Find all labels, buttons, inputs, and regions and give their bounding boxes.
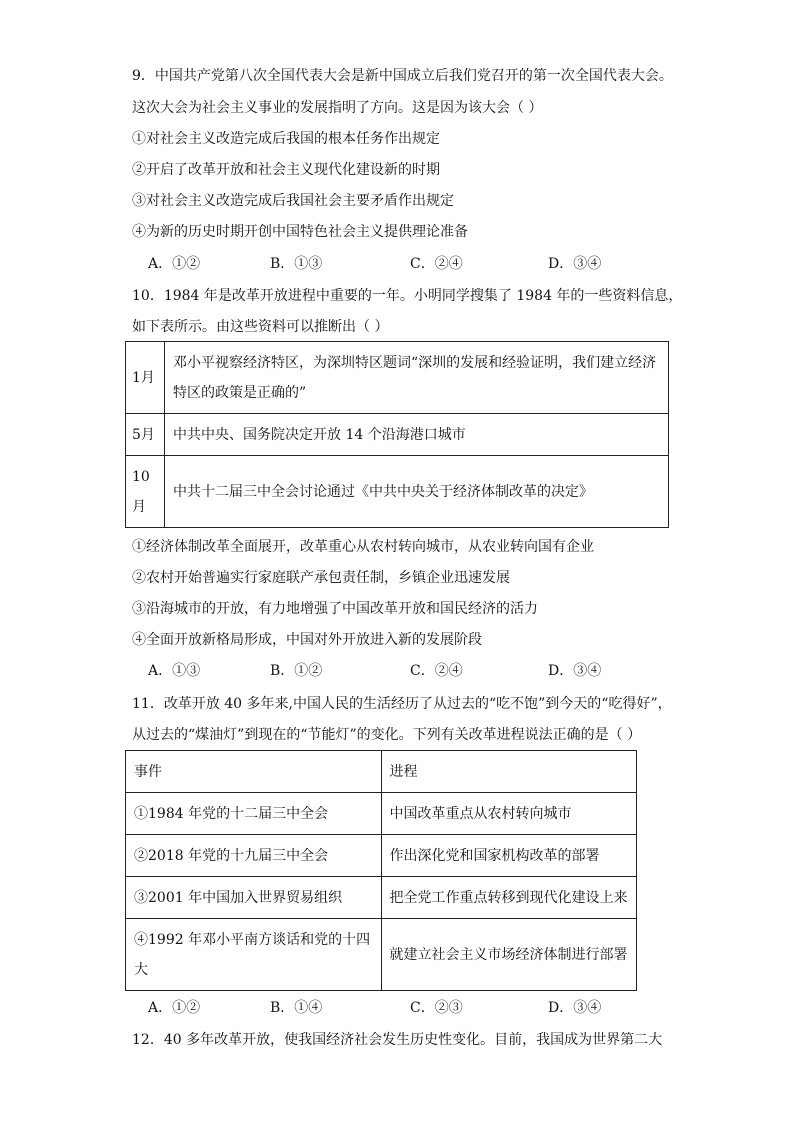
progress-cell: 作出深化党和国家机构改革的部署 [381, 835, 637, 877]
event-text: 邓小平视察经济特区，为深圳特区题词“深圳的发展和经验证明，我们建立经济 [173, 354, 657, 371]
event-text: ④1992 年邓小平南方谈话和党的十四 [134, 931, 371, 948]
month-text: 月 [132, 498, 146, 515]
event-cell: ③2001 年中国加入世界贸易组织 [126, 877, 382, 919]
q10-option-a[interactable]: A．①③ [148, 663, 201, 679]
q9-option-b[interactable]: B．①③ [270, 256, 323, 272]
q9-option-a[interactable]: A．①② [148, 256, 201, 272]
q11-table [125, 750, 637, 991]
table-row [126, 793, 637, 835]
q9-item-2: ②开启了改革开放和社会主义现代化建设新的时期 [132, 162, 440, 178]
q11-option-b[interactable]: B．①④ [270, 1000, 323, 1016]
q11-options [148, 998, 668, 1018]
q11-option-a[interactable]: A．①② [148, 1000, 201, 1016]
month-text: 10 [132, 468, 150, 485]
table-row [126, 414, 669, 456]
progress-cell: 中国改革重点从农村转向城市 [381, 793, 637, 835]
event-cell [165, 342, 669, 414]
q9-option-c[interactable]: C．②④ [410, 256, 463, 272]
table-header-row [126, 751, 637, 793]
q10-item-4: ④全面开放新格局形成，中国对外开放进入新的发展阶段 [132, 632, 482, 648]
q11-stem-line1: 11．改革开放 40 多年来,中国人民的生活经历了从过去的“吃不饱”到今天的“吃得好”， [132, 696, 672, 712]
q9-stem-line2: 这次大会为社会主义事业的发展指明了方向。这是因为该大会（ ） [132, 100, 543, 116]
event-text: 特区的政策是正确的” [173, 384, 307, 401]
q10-option-b[interactable]: B．①② [270, 663, 323, 679]
q10-table [125, 341, 669, 528]
q9-option-d[interactable]: D．③④ [548, 256, 602, 272]
event-cell [126, 919, 382, 991]
event-cell: 中共十二届三中全会讨论通过《中共中央关于经济体制改革的决定》 [165, 456, 669, 528]
table-row [126, 342, 669, 414]
event-text: 大 [134, 961, 148, 978]
q9-item-3: ③对社会主义改造完成后我国社会主要矛盾作出规定 [132, 193, 454, 209]
q10-stem-line2: 如下表所示。由这些资料可以推断出（ ） [132, 319, 389, 335]
q10-option-d[interactable]: D．③④ [548, 663, 602, 679]
header-event: 事件 [126, 751, 382, 793]
q10-item-2: ②农村开始普遍实行家庭联产承包责任制，乡镇企业迅速发展 [132, 570, 510, 586]
q9-options [148, 254, 668, 274]
q10-item-1: ①经济体制改革全面展开，改革重心从农村转向城市，从农业转向国有企业 [132, 539, 594, 555]
progress-cell: 把全党工作重点转移到现代化建设上来 [381, 877, 637, 919]
header-progress: 进程 [381, 751, 637, 793]
q10-item-3: ③沿海城市的开放，有力地增强了中国改革开放和国民经济的活力 [132, 601, 538, 617]
q11-option-c[interactable]: C．②③ [410, 1000, 463, 1016]
month-cell: 1月 [126, 342, 165, 414]
event-cell: ②2018 年党的十九届三中全会 [126, 835, 382, 877]
q10-stem-line1: 10．1984 年是改革开放进程中重要的一年。小明同学搜集了 1984 年的一些资料信息， [132, 288, 683, 304]
event-cell: 中共中央、国务院决定开放 14 个沿海港口城市 [165, 414, 669, 456]
q10-options [148, 661, 668, 681]
event-cell: ①1984 年党的十二届三中全会 [126, 793, 382, 835]
q9-stem-line1: 9．中国共产党第八次全国代表大会是新中国成立后我们党召开的第一次全国代表大会。 [132, 68, 673, 84]
q12-stem-line1: 12．40 多年改革开放，使我国经济社会发生历史性变化。目前，我国成为世界第二大 [132, 1032, 663, 1048]
q11-option-d[interactable]: D．③④ [548, 1000, 602, 1016]
q10-option-c[interactable]: C．②④ [410, 663, 463, 679]
table-row [126, 919, 637, 991]
month-cell: 5月 [126, 414, 165, 456]
table-row [126, 877, 637, 919]
q11-stem-line2: 从过去的“煤油灯”到现在的“节能灯”的变化。下列有关改革进程说法正确的是（ ） [132, 727, 642, 743]
progress-cell: 就建立社会主义市场经济体制进行部署 [381, 919, 637, 991]
q9-item-4: ④为新的历史时期开创中国特色社会主义提供理论准备 [132, 224, 468, 240]
month-cell [126, 456, 165, 528]
q9-item-1: ①对社会主义改造完成后我国的根本任务作出规定 [132, 131, 440, 147]
table-row [126, 835, 637, 877]
table-row [126, 456, 669, 528]
